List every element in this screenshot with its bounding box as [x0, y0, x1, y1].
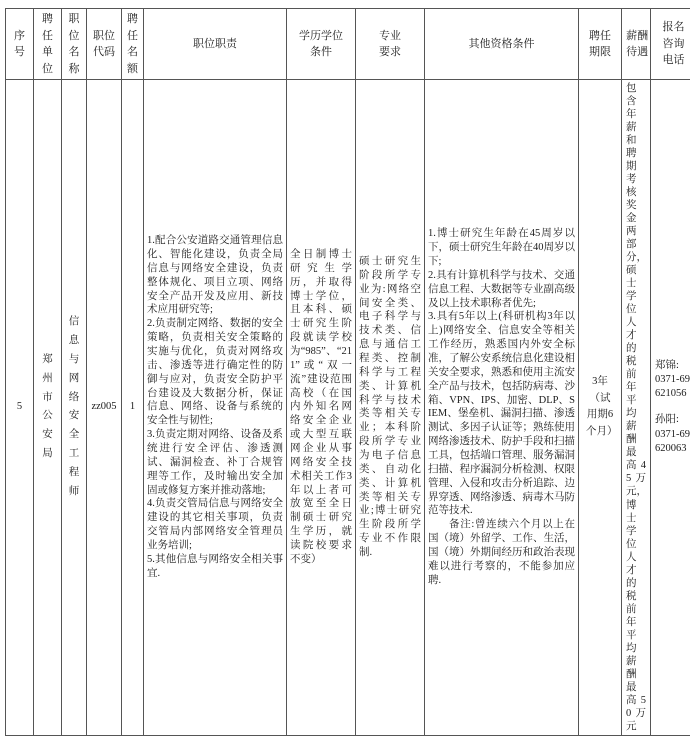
col-header-position-title: [62, 9, 87, 80]
contact-phone: 0371-69620063: [655, 428, 690, 456]
col-header-position-title-label: 职位名称: [67, 11, 80, 77]
duty-item: 2.负责制定网络、数据的安全策略，负责相关安全策略的实施与优化，负责对网络攻击、渗透等进行确定性的防御与应对，负责安全防护平台建设及大数据分析，保证信息、网络、设备与系统的安全性与韧性;: [147, 317, 283, 428]
position-title: 信息与网络安全工程师: [69, 313, 80, 502]
col-header-other-qualifications: 其他资格条件: [425, 9, 579, 80]
col-header-salary: [622, 9, 651, 80]
cell-salary: 包含年薪和聘期考核奖金两部分，硕士学位人才的税前年平均薪酬最高45万元，博士学位人才的税前年平均薪酬最高50万元: [622, 80, 651, 736]
col-header-position-code: [87, 9, 122, 80]
qualification-item: 3.具有5年以上(科研机构3年以上)网络安全、信息安全等相关工作经历，熟悉国内外安全标准，了解公安系统信息化建设相关安全要求，熟悉和使用主流安全产品与技术，包括防病毒、沙箱、VPN、IPS、加密、DLP、SIEM、堡垒机、漏洞扫描、渗透测试、多因子认证等；熟练使用网络渗透技术、防护手段和扫描工具，包括端口管理、服务漏洞扫描、程序漏洞分析检测、权限管理、入侵和攻击分析追踪、边界穿透、网络渗透、病毒木马防范等技术.: [428, 310, 575, 518]
cell-major: 硕士研究生阶段所学专业为:网络空间安全类、电子科学与技术类、信息与通信工程类、控制科学与工程类、计算机科学与技术类等相关专业；本科阶段所学专业为电子信息类、自动化类、计算机类等相关专业;博士研究生阶段所学专业不作限制.: [356, 80, 425, 736]
col-header-major-label: 专业要求: [378, 28, 402, 61]
contact-name: 郑锦:: [655, 359, 690, 373]
col-header-term-label: 聘任期限: [588, 28, 612, 61]
cell-quota: 1: [122, 80, 144, 736]
col-header-contact-phone: [651, 9, 690, 80]
cell-employer: [34, 80, 62, 736]
col-header-employer-label: 聘任单位: [41, 11, 54, 77]
duty-item: 1.配合公安道路交通管理信息化、智能化建设，负责全局信息与网络安全建设，负责整体规化、项目立项、网络安全产品开发及应用、新技术应用研究等;: [147, 234, 283, 317]
col-header-quota: [122, 9, 144, 80]
contact: [655, 359, 690, 402]
duty-item: 4.负责交管局信息与网络安全建设的其它相关事项，负责交管局内部网络安全管理员业务培训;: [147, 497, 283, 552]
header-row: [6, 9, 690, 80]
cell-position-title: [62, 80, 87, 736]
employer-name: 郑州市公安局: [42, 351, 53, 464]
cell-contacts: [651, 80, 690, 736]
col-header-salary-label: 薪酬待遇: [625, 28, 649, 61]
col-header-employer: [34, 9, 62, 80]
col-header-position-code-label: 职位代码: [92, 28, 116, 61]
col-header-quota-label: 聘任名额: [126, 11, 139, 77]
cell-position-code: zz005: [87, 80, 122, 736]
duty-item: 5.其他信息与网络安全相关事宜.: [147, 553, 283, 581]
qualification-item: 1.博士研究生年龄在45周岁以下，硕士研究生年龄在40周岁以下;: [428, 227, 575, 269]
col-header-seq-label: 序号: [13, 28, 26, 61]
col-header-duties: 职位职责: [144, 9, 287, 80]
col-header-seq: [6, 9, 34, 80]
col-header-term: [579, 9, 622, 80]
col-header-contact-phone-label: 报名咨询电话: [661, 19, 685, 69]
cell-duties: [144, 80, 287, 736]
qualification-note: 备注:曾连续六个月以上在国（境）外留学、工作、生活，国（境）外期间经历和政治表现难以进行考察的，不能参加应聘.: [428, 518, 575, 587]
cell-other-qualifications: [425, 80, 579, 736]
cell-seq: 5: [6, 80, 34, 736]
recruitment-table: [5, 8, 690, 736]
col-header-major: [356, 9, 425, 80]
cell-education: 全日制博士研究生学历，并取得博士学位，且本科、硕士研究生阶段就读学校为“985”、“211”或“双一流”建设范围高校（在国内外知名网络安全企业或大型互联网企业从事网络安全技术相关工作3年以上者可放宽至全日制硕士研究生学历，就读院校要求不变）: [287, 80, 356, 736]
col-header-education-label: 学历学位条件: [298, 28, 344, 61]
contact-name: 孙阳:: [655, 413, 690, 427]
qualification-item: 2.具有计算机科学与技术、交通信息工程、大数据等专业副高级及以上技术职称者优先;: [428, 269, 575, 311]
col-header-education: [287, 9, 356, 80]
table-row: [6, 80, 690, 736]
cell-term: 3年（试用期6个月）: [579, 80, 622, 736]
duty-item: 3.负责定期对网络、设备及系统进行安全评估、渗透测试、漏洞检查、补丁合规管理等工作，及时输出安全加固或修复方案并推动落地;: [147, 428, 283, 497]
contact-phone: 0371-69621056: [655, 373, 690, 401]
contact: [655, 413, 690, 456]
